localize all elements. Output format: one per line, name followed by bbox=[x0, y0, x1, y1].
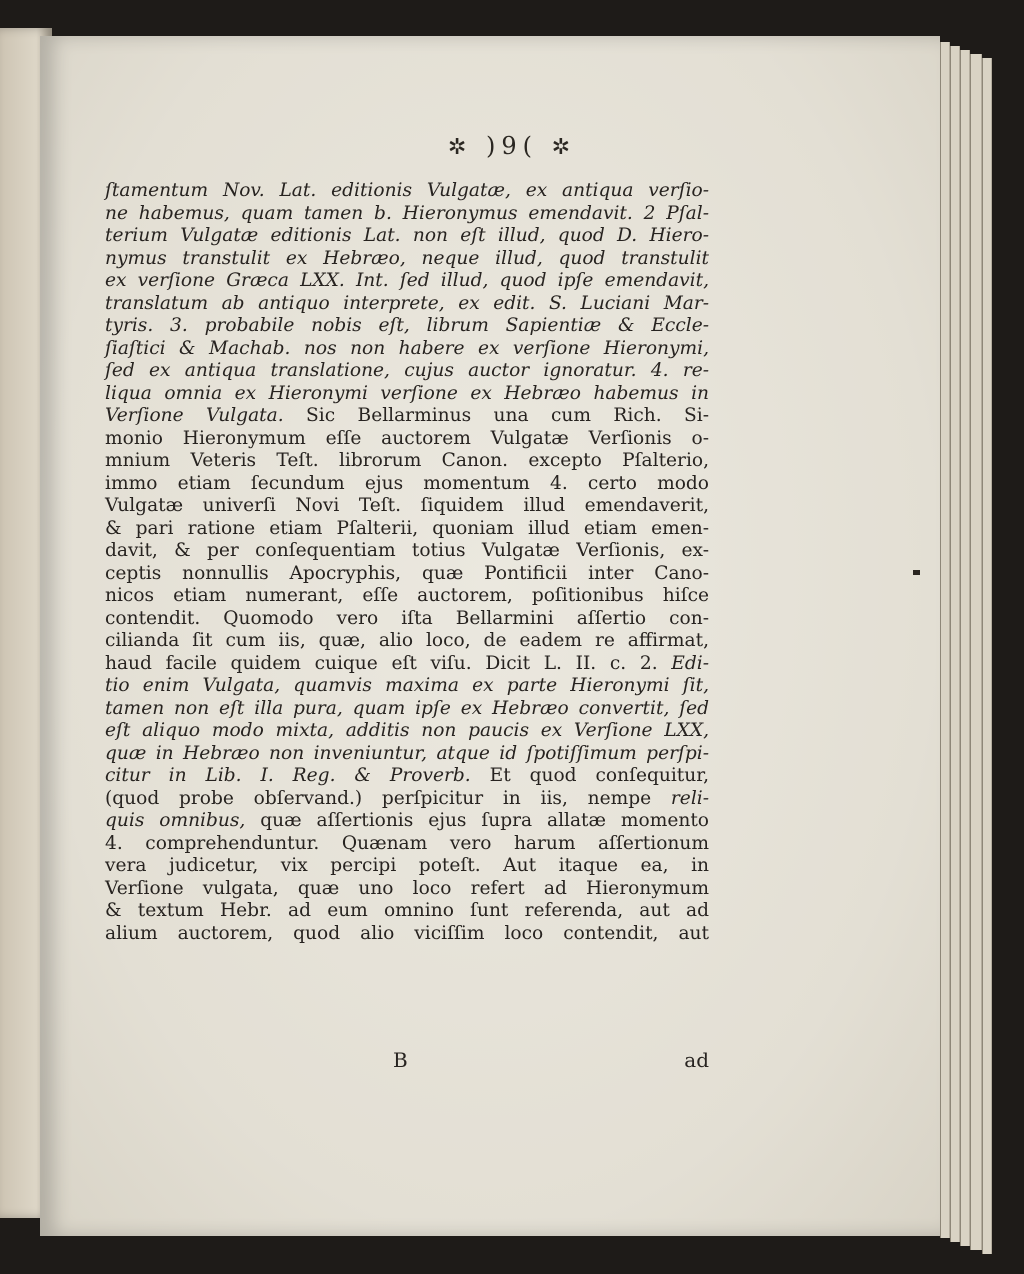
text-line bbox=[105, 653, 709, 676]
text-line bbox=[105, 743, 709, 766]
body-text bbox=[105, 180, 709, 945]
roman-segment: mnium Veteris Teſt. librorum Canon. excepto Pſalterio, bbox=[105, 450, 709, 471]
text-line bbox=[105, 720, 709, 743]
text-line bbox=[105, 270, 709, 293]
text-line bbox=[105, 248, 709, 271]
ink-speck bbox=[913, 570, 920, 575]
italic-segment: reli- bbox=[670, 787, 709, 809]
text-line bbox=[105, 495, 709, 518]
roman-segment: Et quod conſequitur, bbox=[470, 765, 709, 786]
text-line bbox=[105, 518, 709, 541]
roman-segment: Vulgatæ univerſi Novi Teſt. ſiquidem illud emendaverit, bbox=[105, 495, 709, 516]
page-edge-3 bbox=[960, 50, 970, 1246]
page-edge-2 bbox=[950, 46, 960, 1242]
roman-segment: alium auctorem, quod alio viciſſim loco contendit, aut bbox=[105, 922, 709, 944]
star-ornament-icon: ✲ bbox=[551, 135, 577, 160]
text-line bbox=[105, 833, 709, 856]
italic-segment: tamen non eſt illa pura, quam ipſe ex Hebræo convertit, ſed bbox=[105, 697, 709, 719]
italic-segment: terium Vulgatæ editionis Lat. non eſt illud, quod D. Hiero- bbox=[105, 225, 709, 246]
text-line bbox=[105, 383, 709, 406]
italic-segment: Edi- bbox=[671, 652, 709, 674]
text-line bbox=[105, 765, 709, 788]
text-line bbox=[105, 315, 709, 338]
roman-segment: cilianda ſit cum iis, quæ, alio loco, de eadem re affirmat, bbox=[105, 630, 709, 651]
text-line bbox=[105, 428, 709, 451]
roman-segment: ceptis nonnullis Apocryphis, quæ Pontificii inter Cano- bbox=[105, 562, 709, 584]
catchword: ad bbox=[684, 1048, 709, 1072]
roman-segment: contendit. Quomodo vero iſta Bellarmini aſſertio con- bbox=[105, 607, 709, 629]
italic-segment: tyris. 3. probabile nobis eſt, librum Sapientiæ & Eccle- bbox=[105, 315, 709, 336]
page-edge-5 bbox=[982, 58, 992, 1254]
italic-segment: quis omnibus, bbox=[105, 810, 246, 831]
text-line bbox=[105, 563, 709, 586]
roman-segment: Sic Bellarminus una cum Rich. Si- bbox=[283, 405, 710, 426]
text-line bbox=[105, 540, 709, 563]
roman-segment: haud facile quidem cuique eſt viſu. Dicit L. II. c. 2. bbox=[105, 652, 672, 674]
text-line bbox=[105, 608, 709, 631]
star-ornament-icon: ✲ bbox=[447, 135, 473, 160]
italic-segment: ſed ex antiqua translatione, cujus auctor ignoratur. 4. re- bbox=[105, 360, 709, 381]
text-line bbox=[105, 450, 709, 473]
italic-segment: nymus transtulit ex Hebræo, neque illud, quod transtulit bbox=[105, 247, 709, 269]
running-header bbox=[0, 132, 1024, 160]
italic-segment: citur in Lib. I. Reg. & Proverb. bbox=[105, 765, 471, 786]
italic-segment: ex verſione Græca LXX. Int. ſed illud, quod ipſe emendavit, bbox=[105, 270, 709, 291]
roman-segment: davit, & per conſequentiam totius Vulgatæ Verſionis, ex- bbox=[105, 540, 709, 561]
text-line bbox=[105, 630, 709, 653]
text-line bbox=[105, 923, 709, 946]
page-edge-4 bbox=[970, 54, 982, 1250]
text-line bbox=[105, 360, 709, 383]
text-line bbox=[105, 878, 709, 901]
italic-segment: liqua omnia ex Hieronymi verſione ex Hebræo habemus in bbox=[105, 382, 709, 404]
roman-segment: (quod probe obſervand.) perſpicitur in iis, nempe bbox=[105, 787, 671, 809]
roman-segment: nicos etiam numerant, eſſe auctorem, poſitionibus hiſce bbox=[105, 585, 709, 606]
text-line bbox=[105, 203, 709, 226]
text-line bbox=[105, 405, 709, 428]
text-line bbox=[105, 675, 709, 698]
roman-segment: Verſione vulgata, quæ uno loco refert ad Hieronymum bbox=[105, 877, 709, 899]
signature-mark: B bbox=[393, 1048, 408, 1072]
text-line bbox=[105, 855, 709, 878]
text-line bbox=[105, 698, 709, 721]
italic-segment: ſtamentum Nov. Lat. editionis Vulgatæ, ex antiqua verſio- bbox=[105, 180, 709, 201]
text-line bbox=[105, 585, 709, 608]
italic-segment: Verſione Vulgata. bbox=[105, 405, 284, 426]
text-line bbox=[105, 293, 709, 316]
roman-segment: 4. comprehenduntur. Quænam vero harum aſſertionum bbox=[105, 832, 709, 854]
italic-segment: tio enim Vulgata, quamvis maxima ex parte Hieronymi ſit, bbox=[105, 675, 709, 696]
italic-segment: eſt aliquo modo mixta, additis non paucis ex Verſione LXX, bbox=[105, 720, 709, 741]
roman-segment: & pari ratione etiam Pſalterii, quoniam illud etiam emen- bbox=[105, 517, 709, 539]
text-line bbox=[105, 338, 709, 361]
text-line bbox=[105, 788, 709, 811]
page-number: )9( bbox=[486, 132, 538, 160]
roman-segment: quæ aſſertionis ejus ſupra allatæ momento bbox=[245, 810, 709, 831]
text-line bbox=[105, 180, 709, 203]
italic-segment: translatum ab antiquo interprete, ex edit. S. Luciani Mar- bbox=[105, 292, 709, 314]
roman-segment: immo etiam ſecundum ejus momentum 4. certo modo bbox=[105, 472, 709, 494]
italic-segment: ne habemus, quam tamen b. Hieronymus emendavit. 2 Pſal- bbox=[105, 202, 709, 224]
roman-segment: monio Hieronymum eſſe auctorem Vulgatæ Verſionis o- bbox=[105, 427, 709, 449]
roman-segment: vera judicetur, vix percipi poteſt. Aut itaque ea, in bbox=[105, 855, 709, 876]
roman-segment: & textum Hebr. ad eum omnino ſunt referenda, aut ad bbox=[105, 900, 709, 921]
text-line bbox=[105, 225, 709, 248]
page-edge-1 bbox=[940, 42, 950, 1238]
text-line bbox=[105, 473, 709, 496]
italic-segment: quæ in Hebræo non inveniuntur, atque id ſpotiſſimum perſpi- bbox=[105, 742, 709, 764]
text-line bbox=[105, 810, 709, 833]
italic-segment: ſiaſtici & Machab. nos non habere ex verſione Hieronymi, bbox=[105, 337, 709, 359]
text-line bbox=[105, 900, 709, 923]
